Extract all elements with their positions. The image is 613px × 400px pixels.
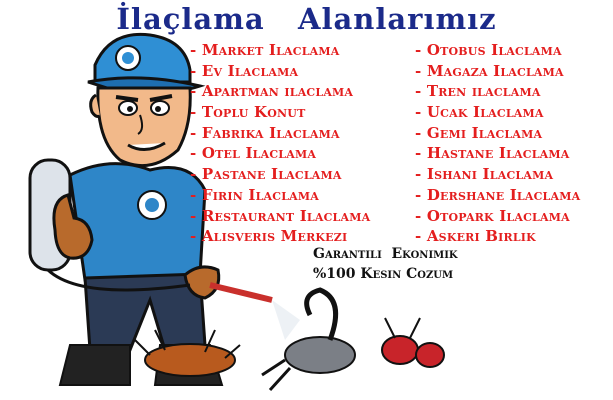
list-item: - Pastane Ilaclama bbox=[190, 165, 342, 184]
ant-icon bbox=[382, 318, 444, 367]
slogan-line-1: Garantili Ekonimik bbox=[313, 246, 458, 262]
list-item: - Tren ilaclama bbox=[415, 82, 541, 101]
list-item: - Apartman ilaclama bbox=[190, 82, 354, 101]
list-item: - Otel Ilaclama bbox=[190, 144, 317, 163]
face-icon bbox=[91, 88, 191, 166]
list-item: - Firin Ilaclama bbox=[190, 185, 320, 204]
services-list-right bbox=[415, 40, 580, 247]
list-item: - Toplu Konut bbox=[190, 103, 306, 122]
list-item: - Ishani Ilaclama bbox=[415, 165, 554, 184]
list-item: - Restaurant Ilaclama bbox=[190, 206, 371, 225]
list-item: - Gemi Ilaclama bbox=[415, 123, 543, 142]
services-list-left bbox=[190, 40, 370, 247]
list-item: - Market Ilaclama bbox=[190, 41, 340, 59]
page-title: İlaçlama Alanlarımız bbox=[116, 2, 497, 36]
list-item: - Hastane Ilaclama bbox=[415, 144, 570, 163]
list-item: - Otopark Ilaclama bbox=[415, 206, 570, 225]
list-item: - Ucak Ilaclama bbox=[415, 103, 544, 122]
list-item: - Fabrika Ilaclama bbox=[190, 123, 340, 142]
list-item: - Magaza Ilaclama bbox=[415, 61, 564, 80]
cap-icon bbox=[88, 34, 200, 93]
list-item: - Alisveris Merkezi bbox=[190, 227, 348, 246]
list-item: - Askeri Birlik bbox=[415, 227, 536, 246]
slogan-line-2: %100 Kesin Cozum bbox=[313, 266, 454, 282]
list-item: - Ev Ilaclama bbox=[190, 61, 299, 80]
list-item: - Dershane Ilaclama bbox=[415, 185, 581, 204]
list-item: - Otobus Ilaclama bbox=[415, 41, 562, 59]
